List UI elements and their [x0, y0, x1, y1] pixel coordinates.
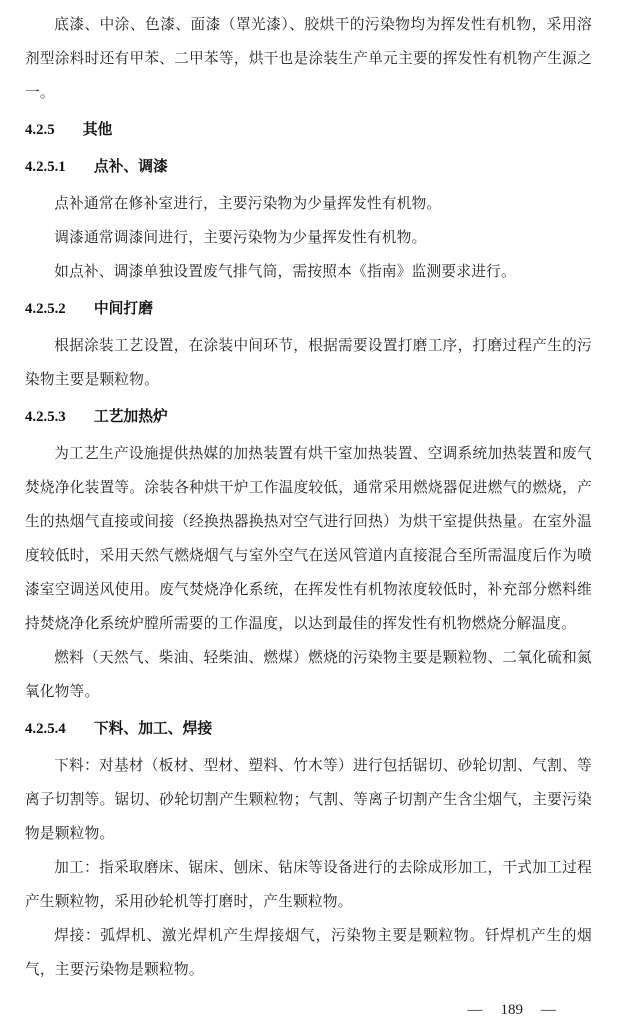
paragraph: 燃料（天然气、柴油、轻柴油、燃煤）燃烧的污染物主要是颗粒物、二氧化硫和氮氧化物等。 — [25, 650, 592, 700]
section-title: 工艺加热炉 — [93, 409, 168, 425]
section-number: 4.2.5.1 — [25, 159, 66, 175]
footer-dash-left: — — [467, 1002, 483, 1018]
section-heading — [25, 400, 592, 434]
paragraph: 如点补、调漆单独设置废气排气筒，需按照本《指南》监测要求进行。 — [54, 264, 516, 280]
paragraph: 焊接：弧焊机、激光焊机产生焊接烟气，污染物主要是颗粒物。钎焊机产生的烟气，主要污染物是颗粒物。 — [25, 928, 592, 978]
section-heading — [25, 113, 592, 147]
paragraph: 调漆通常调漆间进行，主要污染物为少量挥发性有机物。 — [54, 230, 427, 246]
section-title: 其他 — [82, 122, 113, 138]
paragraph: 根据涂装工艺设置，在涂装中间环节，根据需要设置打磨工序，打磨过程产生的污染物主要是颗粒物。 — [25, 338, 592, 388]
section-title: 点补、调漆 — [93, 159, 168, 175]
page-footer — [25, 997, 592, 1023]
section-heading — [25, 712, 592, 746]
page-number: 189 — [500, 1002, 523, 1018]
section-number: 4.2.5.4 — [25, 721, 66, 737]
paragraph: 加工：指采取磨床、锯床、刨床、钻床等设备进行的去除成形加工，干式加工过程产生颗粒物，采用砂轮机等打磨时，产生颗粒物。 — [25, 860, 592, 910]
section-heading — [25, 292, 592, 326]
paragraph: 下料：对基材（板材、型材、塑料、竹木等）进行包括锯切、砂轮切割、气割、等离子切割等。锯切、砂轮切割产生颗粒物；气割、等离子切割产生含尘烟气，主要污染物是颗粒物。 — [25, 758, 592, 842]
section-title: 中间打磨 — [93, 301, 154, 317]
document-body — [25, 8, 592, 987]
section-number: 4.2.5.3 — [25, 409, 66, 425]
section-heading — [25, 150, 592, 184]
section-title: 下料、加工、焊接 — [93, 721, 213, 737]
footer-dash-right: — — [541, 1002, 556, 1018]
paragraph: 为工艺生产设施提供热媒的加热装置有烘干室加热装置、空调系统加热装置和废气焚烧净化装置等。涂装各种烘干炉工作温度较低，通常采用燃烧器促进燃气的燃烧，产生的热烟气直接或间接（经换热器换热对空气进行回热）为烘干室提供热量。在室外温度较低时，采用天然气燃烧烟气与室外空气在送风管道内直接混合至所需温度后作为喷漆室空调送风使用。废气焚烧净化系统，在挥发性有机物浓度较低时，补充部分燃料维持焚烧净化系统炉膛所需要的工作温度，以达到最佳的挥发性有机物燃烧分解温度。 — [25, 446, 592, 632]
section-number: 4.2.5 — [25, 122, 55, 138]
paragraph: 底漆、中涂、色漆、面漆（罩光漆）、胶烘干的污染物均为挥发性有机物，采用溶剂型涂料时还有甲苯、二甲苯等，烘干也是涂装生产单元主要的挥发性有机物产生源之一。 — [25, 17, 592, 101]
paragraph: 点补通常在修补室进行，主要污染物为少量挥发性有机物。 — [54, 196, 442, 212]
section-number: 4.2.5.2 — [25, 301, 66, 317]
